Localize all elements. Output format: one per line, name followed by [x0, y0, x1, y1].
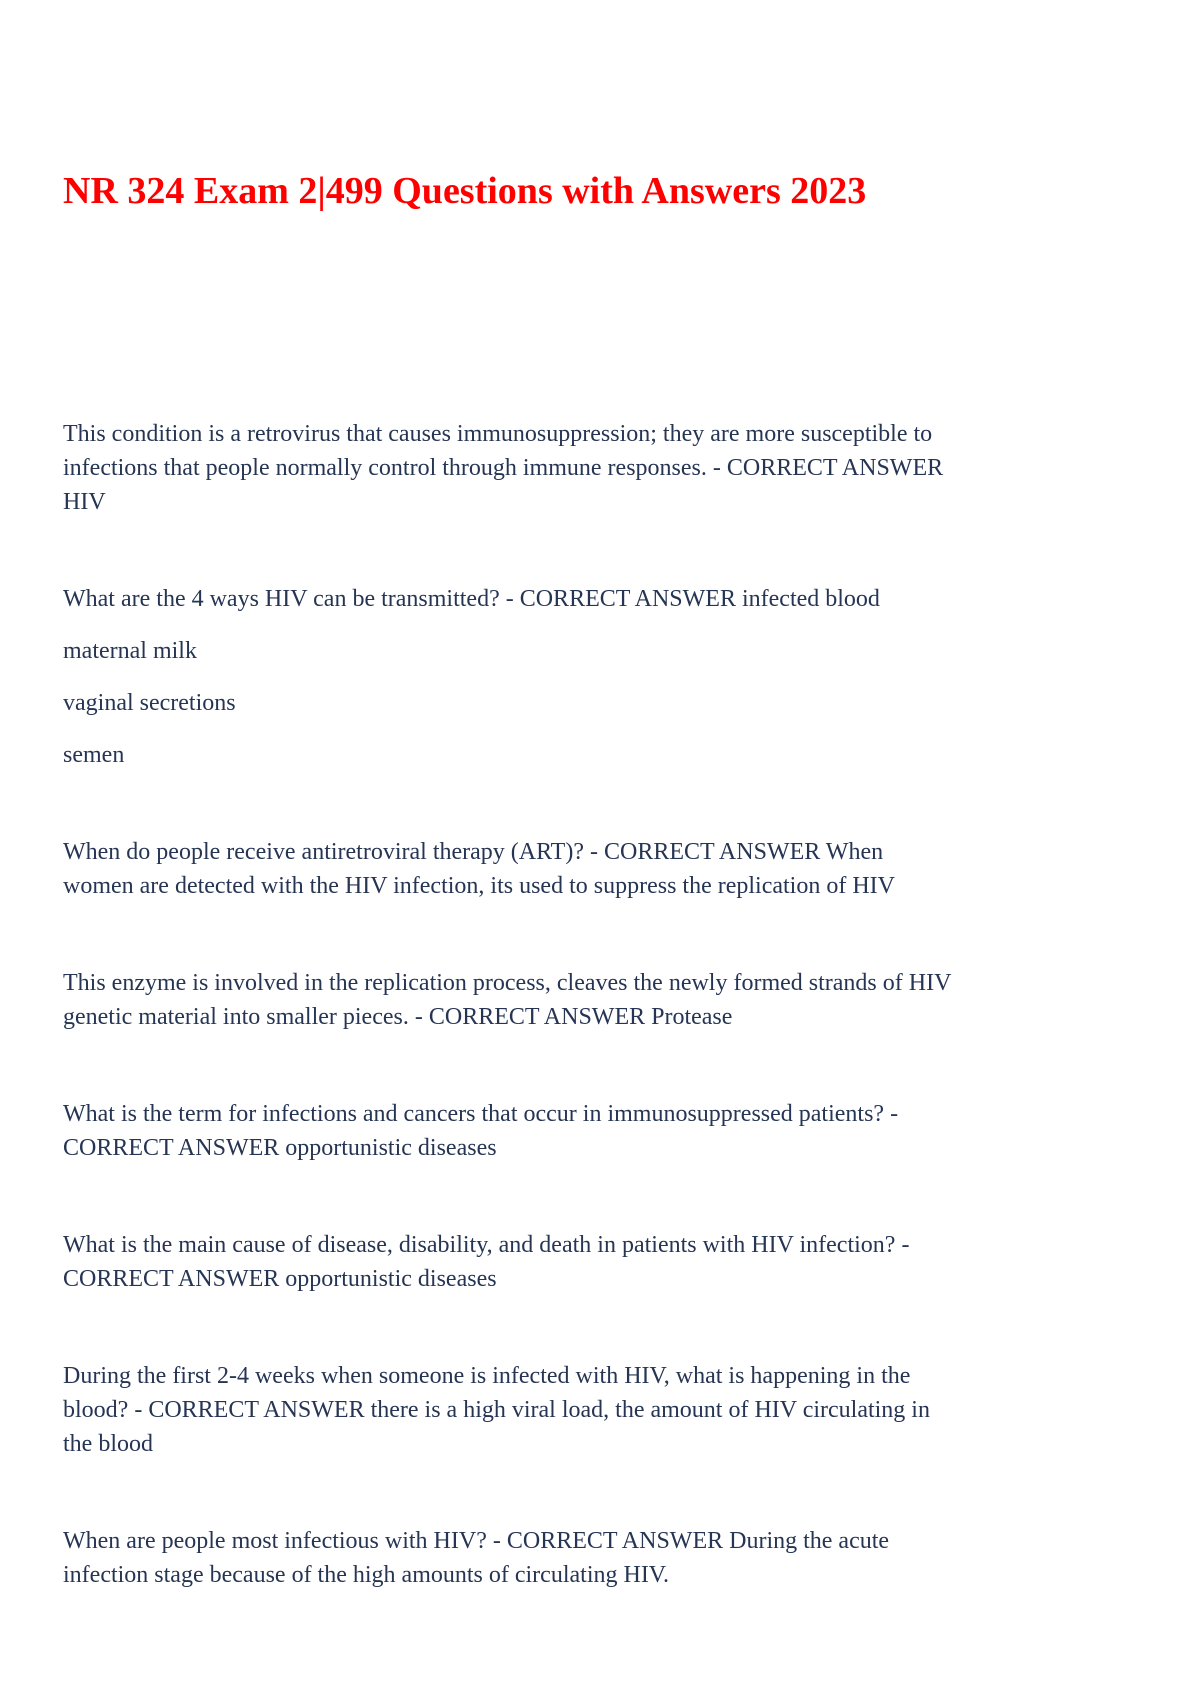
- text-line: vaginal secretions: [63, 690, 236, 716]
- text-line: maternal milk: [63, 638, 197, 664]
- text-line: What are the 4 ways HIV can be transmitted? - CORRECT ANSWER infected blood: [63, 586, 880, 612]
- text-line: genetic material into smaller pieces. - CORRECT ANSWER Protease: [63, 1004, 733, 1030]
- text-line: This enzyme is involved in the replication process, cleaves the newly formed strands of HIV: [63, 970, 952, 996]
- text-line: blood? - CORRECT ANSWER there is a high viral load, the amount of HIV circulating in: [63, 1397, 930, 1423]
- qa-paragraph: [63, 582, 1133, 616]
- qa-paragraph: [63, 1359, 1133, 1461]
- answer-list-item: [63, 686, 1133, 720]
- text-line: During the first 2-4 weeks when someone is infected with HIV, what is happening in the: [63, 1363, 911, 1389]
- text-line: CORRECT ANSWER opportunistic diseases: [63, 1135, 497, 1161]
- qa-paragraph: [63, 1097, 1133, 1165]
- qa-paragraph: [63, 835, 1133, 903]
- text-line: When do people receive antiretroviral therapy (ART)? - CORRECT ANSWER When: [63, 839, 884, 865]
- document-body: [63, 417, 1133, 1592]
- qa-paragraph: [63, 966, 1133, 1034]
- answer-list-item: [63, 738, 1133, 772]
- qa-paragraph: [63, 1524, 1133, 1592]
- text-line: infection stage because of the high amounts of circulating HIV.: [63, 1562, 670, 1588]
- document-title: NR 324 Exam 2|499 Questions with Answers 2023: [63, 170, 867, 212]
- text-line: the blood: [63, 1431, 153, 1457]
- text-line: This condition is a retrovirus that causes immunosuppression; they are more susceptible to: [63, 421, 933, 447]
- text-line: HIV: [63, 489, 106, 515]
- text-line: semen: [63, 742, 125, 768]
- text-line: What is the main cause of disease, disability, and death in patients with HIV infection? -: [63, 1232, 910, 1258]
- text-line: CORRECT ANSWER opportunistic diseases: [63, 1266, 497, 1292]
- answer-list-item: [63, 634, 1133, 668]
- text-line: women are detected with the HIV infection, its used to suppress the replication of HIV: [63, 873, 895, 899]
- text-line: infections that people normally control through immune responses. - CORRECT ANSWER: [63, 455, 944, 481]
- document-content: [63, 0, 1133, 1592]
- qa-paragraph: [63, 417, 1133, 519]
- qa-paragraph: [63, 1228, 1133, 1296]
- text-line: When are people most infectious with HIV? - CORRECT ANSWER During the acute: [63, 1528, 890, 1554]
- text-line: What is the term for infections and cancers that occur in immunosuppressed patients? -: [63, 1101, 899, 1127]
